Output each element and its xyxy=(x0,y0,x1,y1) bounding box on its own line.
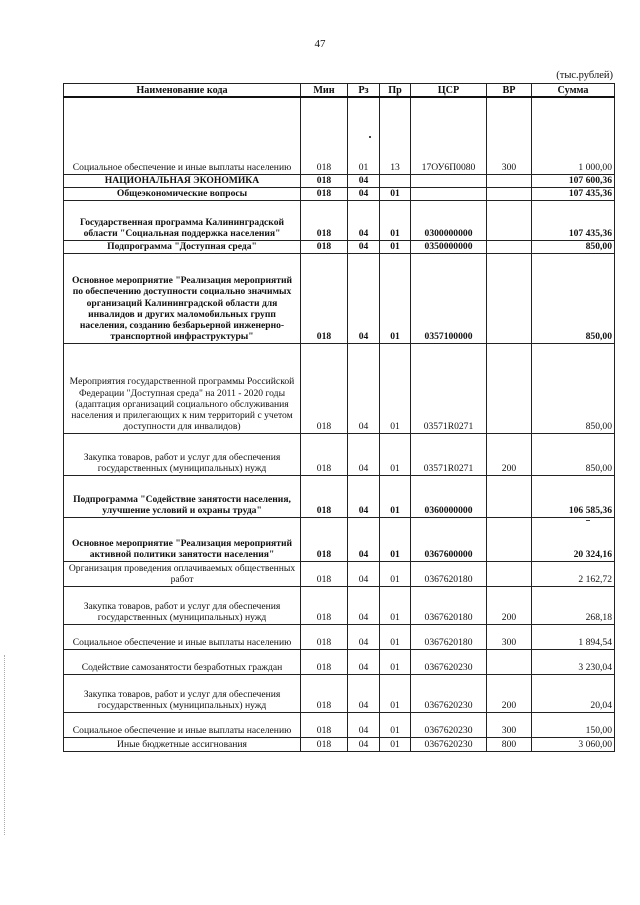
cell-pr: 01 xyxy=(380,624,411,649)
cell-sum: 20 324,16 xyxy=(532,517,615,561)
cell-name: Подпрограмма "Содействие занятости населения, улучшение условий и охраны труда" xyxy=(64,475,301,517)
cell-sum: 850,00 xyxy=(532,343,615,433)
cell-csr: 0357100000 xyxy=(411,253,487,343)
cell-csr: 0367620230 xyxy=(411,674,487,712)
cell-pr: 01 xyxy=(380,649,411,674)
cell-min: 018 xyxy=(301,737,348,751)
table-row xyxy=(64,240,615,253)
cell-sum: 3 230,04 xyxy=(532,649,615,674)
cell-rz: 04 xyxy=(348,586,380,624)
cell-csr: 0360000000 xyxy=(411,475,487,517)
cell-sum: 20,04 xyxy=(532,674,615,712)
cell-rz: 04 xyxy=(348,649,380,674)
budget-table xyxy=(63,83,615,752)
cell-sum: 850,00 xyxy=(532,240,615,253)
cell-vr: 800 xyxy=(487,737,532,751)
cell-pr: 01 xyxy=(380,200,411,240)
header-min: Мин xyxy=(301,84,348,98)
cell-sum: 1 894,54 xyxy=(532,624,615,649)
cell-sum: 107 600,36 xyxy=(532,174,615,187)
cell-name: Основное мероприятие "Реализация мероприятий активной политики занятости населения" xyxy=(64,517,301,561)
table-row xyxy=(64,712,615,737)
cell-min: 018 xyxy=(301,240,348,253)
cell-rz: 04 xyxy=(348,174,380,187)
cell-csr xyxy=(411,174,487,187)
cell-name: Государственная программа Калининградской области "Социальная поддержка населения" xyxy=(64,200,301,240)
header-rz: Рз xyxy=(348,84,380,98)
cell-rz: 04 xyxy=(348,561,380,586)
cell-rz: 04 xyxy=(348,433,380,475)
cell-vr xyxy=(487,343,532,433)
page-number: 47 xyxy=(314,38,326,50)
cell-pr: 01 xyxy=(380,674,411,712)
cell-sum: 850,00 xyxy=(532,253,615,343)
cell-min: 018 xyxy=(301,712,348,737)
table-row xyxy=(64,737,615,751)
table-row xyxy=(64,649,615,674)
cell-min: 018 xyxy=(301,97,348,174)
cell-min: 018 xyxy=(301,475,348,517)
cell-pr: 01 xyxy=(380,737,411,751)
cell-sum: 150,00 xyxy=(532,712,615,737)
cell-min: 018 xyxy=(301,174,348,187)
cell-min: 018 xyxy=(301,343,348,433)
table-row xyxy=(64,517,615,561)
cell-vr xyxy=(487,200,532,240)
cell-sum: 2 162,72 xyxy=(532,561,615,586)
cell-rz: 04 xyxy=(348,240,380,253)
cell-pr: 01 xyxy=(380,712,411,737)
cell-vr: 300 xyxy=(487,624,532,649)
table-row xyxy=(64,200,615,240)
cell-name: Содействие самозанятости безработных граждан xyxy=(64,649,301,674)
cell-rz: 04 xyxy=(348,343,380,433)
table-row xyxy=(64,433,615,475)
cell-min: 018 xyxy=(301,624,348,649)
cell-csr: 17ОУ6П0080 xyxy=(411,97,487,174)
cell-rz: 04 xyxy=(348,712,380,737)
cell-vr xyxy=(487,240,532,253)
header-csr: ЦСР xyxy=(411,84,487,98)
cell-rz: 04 xyxy=(348,475,380,517)
cell-name: Иные бюджетные ассигнования xyxy=(64,737,301,751)
cell-vr: 200 xyxy=(487,674,532,712)
table-row xyxy=(64,674,615,712)
table-row xyxy=(64,624,615,649)
cell-name: Общеэкономические вопросы xyxy=(64,187,301,200)
cell-name: Мероприятия государственной программы Российской Федерации "Доступная среда" на 2011 - 2020 годы (адаптация организаций социального обслуживания населения и прилегающих к ним территорий с учетом доступности для инвалидов) xyxy=(64,343,301,433)
cell-rz: 04 xyxy=(348,674,380,712)
table-row xyxy=(64,343,615,433)
header-pr: Пр xyxy=(380,84,411,98)
table-row xyxy=(64,475,615,517)
cell-vr xyxy=(487,253,532,343)
cell-vr: 200 xyxy=(487,433,532,475)
cell-name: Социальное обеспечение и иные выплаты населению xyxy=(64,624,301,649)
cell-sum: 268,18 xyxy=(532,586,615,624)
scan-dot xyxy=(369,136,371,138)
table-row xyxy=(64,586,615,624)
cell-name: НАЦИОНАЛЬНАЯ ЭКОНОМИКА xyxy=(64,174,301,187)
cell-csr: 0367620230 xyxy=(411,712,487,737)
cell-pr: 01 xyxy=(380,517,411,561)
table-row xyxy=(64,97,615,174)
cell-vr xyxy=(487,517,532,561)
cell-csr: 03571R0271 xyxy=(411,433,487,475)
table-row xyxy=(64,561,615,586)
cell-pr: 01 xyxy=(380,561,411,586)
cell-name: Основное мероприятие "Реализация мероприятий по обеспечению доступности социально значимых организаций Калининградской области для инвалидов и других маломобильных групп населения, созданию безбарьерной инженерно-транспортной инфраструктуры" xyxy=(64,253,301,343)
cell-csr: 0350000000 xyxy=(411,240,487,253)
cell-pr: 01 xyxy=(380,433,411,475)
table-row xyxy=(64,174,615,187)
cell-vr xyxy=(487,561,532,586)
cell-vr xyxy=(487,475,532,517)
cell-min: 018 xyxy=(301,586,348,624)
cell-min: 018 xyxy=(301,433,348,475)
cell-name: Социальное обеспечение и иные выплаты населению xyxy=(64,712,301,737)
cell-name: Организация проведения оплачиваемых общественных работ xyxy=(64,561,301,586)
cell-pr: 01 xyxy=(380,187,411,200)
cell-vr: 300 xyxy=(487,712,532,737)
cell-csr xyxy=(411,187,487,200)
cell-vr: 200 xyxy=(487,586,532,624)
cell-pr: 01 xyxy=(380,475,411,517)
cell-min: 018 xyxy=(301,253,348,343)
cell-rz: 04 xyxy=(348,253,380,343)
table-header-row xyxy=(64,84,615,98)
cell-min: 018 xyxy=(301,517,348,561)
cell-min: 018 xyxy=(301,200,348,240)
units-label: (тыс.рублей) xyxy=(556,70,613,81)
cell-sum: 850,00 xyxy=(532,433,615,475)
cell-rz: 04 xyxy=(348,200,380,240)
scan-dash xyxy=(586,520,590,521)
cell-sum: 107 435,36 xyxy=(532,187,615,200)
cell-pr: 13 xyxy=(380,97,411,174)
cell-pr: 01 xyxy=(380,240,411,253)
cell-csr: 0300000000 xyxy=(411,200,487,240)
cell-name: Закупка товаров, работ и услуг для обеспечения государственных (муниципальных) нужд xyxy=(64,433,301,475)
cell-csr: 0367620180 xyxy=(411,624,487,649)
header-name: Наименование кода xyxy=(64,84,301,98)
cell-min: 018 xyxy=(301,649,348,674)
table-row xyxy=(64,253,615,343)
cell-vr xyxy=(487,649,532,674)
cell-vr xyxy=(487,174,532,187)
header-sum: Сумма xyxy=(532,84,615,98)
cell-rz: 04 xyxy=(348,624,380,649)
cell-pr: 01 xyxy=(380,343,411,433)
cell-sum: 107 435,36 xyxy=(532,200,615,240)
cell-pr xyxy=(380,174,411,187)
cell-min: 018 xyxy=(301,187,348,200)
cell-rz: 04 xyxy=(348,517,380,561)
cell-name: Подпрограмма "Доступная среда" xyxy=(64,240,301,253)
cell-rz: 04 xyxy=(348,737,380,751)
cell-csr: 0367620230 xyxy=(411,737,487,751)
cell-name: Социальное обеспечение и иные выплаты населению xyxy=(64,97,301,174)
cell-csr: 03571R0271 xyxy=(411,343,487,433)
cell-sum: 106 585,36 xyxy=(532,475,615,517)
cell-pr: 01 xyxy=(380,586,411,624)
cell-min: 018 xyxy=(301,561,348,586)
cell-csr: 0367620230 xyxy=(411,649,487,674)
cell-csr: 0367620180 xyxy=(411,586,487,624)
cell-vr: 300 xyxy=(487,97,532,174)
cell-sum: 1 000,00 xyxy=(532,97,615,174)
cell-rz: 04 xyxy=(348,187,380,200)
cell-name: Закупка товаров, работ и услуг для обеспечения государственных (муниципальных) нужд xyxy=(64,674,301,712)
cell-min: 018 xyxy=(301,674,348,712)
cell-rz: 01 xyxy=(348,97,380,174)
cell-name: Закупка товаров, работ и услуг для обеспечения государственных (муниципальных) нужд xyxy=(64,586,301,624)
scan-edge-marks xyxy=(4,655,7,835)
cell-csr: 0367620180 xyxy=(411,561,487,586)
header-vr: ВР xyxy=(487,84,532,98)
cell-csr: 0367600000 xyxy=(411,517,487,561)
cell-pr: 01 xyxy=(380,253,411,343)
cell-sum: 3 060,00 xyxy=(532,737,615,751)
table-row xyxy=(64,187,615,200)
cell-vr xyxy=(487,187,532,200)
